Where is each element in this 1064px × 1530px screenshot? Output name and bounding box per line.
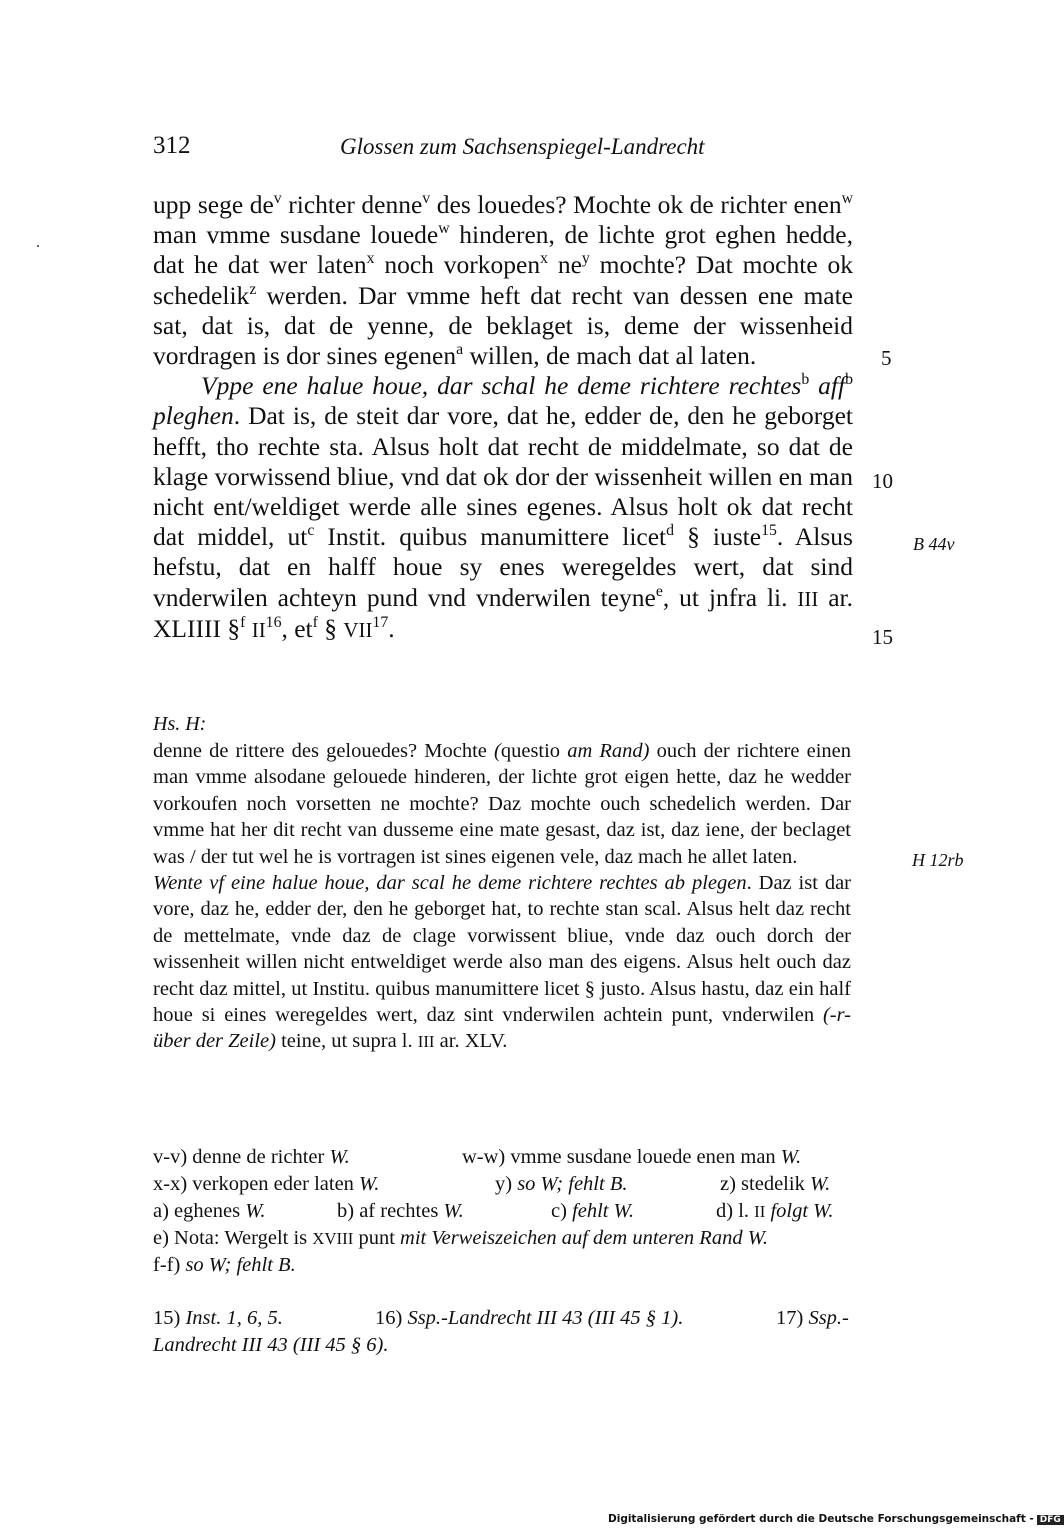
hs-paragraph-1: denne de rittere des gelouedes? Mochte (questio am Rand) ouch der richtere einen man vmme alsodane gelouede hinderen, der lichte grot eigen hette, daz he wedder vorkoufen noch vorsetten ne mochte? Daz mochte ouch schedelich werden. Dar vmme hat her dit recht van dusseme eine mate gesast, daz ist, daz iene, der beclaget was / der tut wel he is vortragen ist sines eigenen vele, daz mach he allet laten. [153,740,851,868]
footnote-17: 17) Ssp.- [776,1307,849,1329]
main-paragraph-2: Vppe ene halue houe, dar schal he deme richtere rechtes$^b$ aff$^b$ pleghen. Dat is, de steit dar vore, dat he, edder de, den he geborget hefft, tho rechte sta. Alsus holt dat recht de middelmate, so dat de klage vorwissend bliue, vnd dat ok dor der wissenheit willen en man nicht ent/weldiget werde alle sines egenes. Alsus holt ok dat recht dat middel, $ut^c$ Instit. quibus manumittere licet$^d$ § iuste$^{15}$. Alsus hefstu, dat en halff houe sy enes weregeldes wert, dat sind vnderwilen achteyn pund vnd vnderwilen teyne$^e$, ut jnfra li. III ar. XLIIII §$^f$ II$^{16}$, $et^f$ § VII$^{17}$. [153,371,854,643]
apparatus-ff: f-f) so W; fehlt B. [153,1254,296,1276]
main-text [153,190,853,645]
line-number-15: 15 [872,625,893,649]
hs-label: Hs. H: [153,713,207,735]
page-number: 312 [153,132,191,159]
hs-paragraph-2: Wente vf eine halue houe, dar scal he deme richtere rechtes ab plegen. Daz ist dar vore, daz he, edder der, den he geborget hat, to rechte stan scal. Alsus helt daz recht de mettelmate, vnde daz de clage vorwissent bliue, vnde daz ouch dorch der wissenheit willen nicht entweldiget werde also man des eigens. Alsus helt ouch daz recht daz mittel, ut Institu. quibus manumittere licet § justo. Alsus hastu, daz ein half houe si eines weregeldes wert, daz sint vnderwilen achtein punt, vnderwilen (-r- über der Zeile) teine, ut supra l. III ar. XLV. [153,872,852,1053]
margin-ref-b44v: B 44v [913,534,955,554]
apparatus-ww: w-w) vmme susdane louede enen man W. [462,1146,802,1168]
hs-text [153,738,851,1056]
line-number-10: 10 [872,469,893,493]
main-paragraph-1: upp sege $de^v$ richter denne$^v$ des louedes? Mochte ok de richter enen$^w$ man vmme susdane louede$^w$ hinderen, de lichte grot eghen hedde, dat he dat wer laten$^x$ noch vorkopen$^x$ $ne^y$ mochte? Dat mochte ok schedelik$^z$ werden. Dar vmme heft dat recht van dessen ene mate sat, dat is, dat de yenne, de beklaget is, deme der wissenheid vordragen is dor sines egenen$^a$ willen, de mach dat al laten. [153,190,854,371]
dfg-logo: DFG [1037,1515,1064,1525]
apparatus-b: b) af rechtes W. [337,1200,464,1222]
footnote-16: 16) Ssp.-Landrecht III 43 (III 45 § 1). [375,1307,684,1329]
footnote-17-continued: Landrecht III 43 (III 45 § 6). [153,1334,389,1356]
apparatus-z: z) stedelik W. [720,1173,831,1195]
apparatus-d: d) l. II folgt W. [716,1200,834,1222]
running-title: Glossen zum Sachsenspiegel-Landrecht [340,134,705,159]
margin-ref-h12rb: H 12rb [912,850,964,870]
footer-text: Digitalisierung gefördert durch die Deutsche Forschungsgemeinschaft - [608,1513,1034,1525]
scan-speck [37,245,39,247]
apparatus-c: c) fehlt W. [551,1200,634,1222]
line-number-5: 5 [881,346,892,370]
apparatus-vv: v-v) denne de richter W. [153,1146,350,1168]
apparatus-e: e) Nota: Wergelt is XVIII punt mit Verweiszeichen auf dem unteren Rand W. [153,1227,769,1249]
footer-credit [608,1513,1064,1525]
apparatus-a: a) eghenes W. [153,1200,266,1222]
footnote-15: 15) Inst. 1, 6, 5. [153,1307,283,1329]
apparatus-y: y) so W; fehlt B. [495,1173,628,1195]
apparatus-xx: x-x) verkopen eder laten W. [153,1173,380,1195]
